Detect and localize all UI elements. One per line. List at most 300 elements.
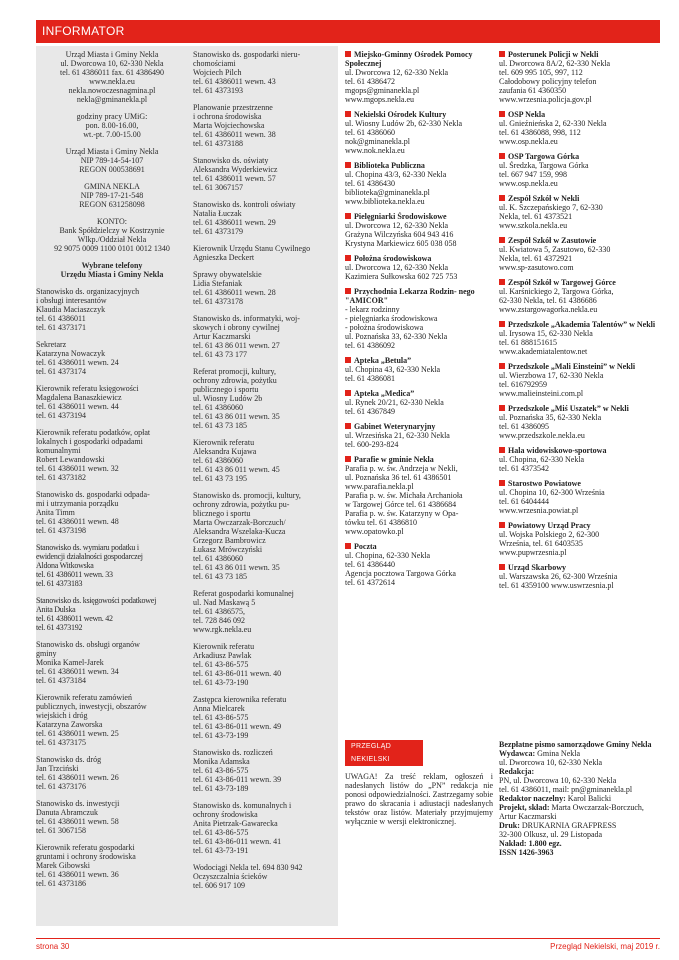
institution-line: ul. Warszawska 26, 62-300 Września bbox=[499, 572, 618, 581]
contact-line: tel. 61 4373182 bbox=[36, 473, 86, 482]
hours-line: pon. 8.00-16.00, bbox=[85, 121, 139, 130]
institution-line: ul. Dworcowa 8A/2, 62-330 Nekla bbox=[499, 59, 611, 68]
contact-line: Aleksandra Kujawa bbox=[193, 447, 257, 456]
institution-line: tel. 667 947 159, 998 bbox=[499, 170, 567, 179]
office-line: tel. 61 4386011 fax. 61 4386490 bbox=[60, 68, 164, 77]
institution-title: Gabinet Weterynaryjny bbox=[345, 422, 492, 431]
contact-line: tel. 61 4386011 wewn. 36 bbox=[36, 870, 119, 879]
contact-line: tel. 61 43-86-011 wewn. 49 bbox=[193, 722, 282, 731]
printer: Druk: DRUKARNIA GRAFPRESS bbox=[499, 821, 617, 830]
contact-line: tel. 61 4373186 bbox=[36, 879, 86, 888]
contacts-column-2 bbox=[193, 50, 338, 898]
contact-line: ul. Nad Maskawą 5 bbox=[193, 598, 256, 607]
bullet-square-icon bbox=[499, 447, 505, 453]
bullet-square-icon bbox=[345, 162, 351, 168]
contact-line: i obsługi interesantów bbox=[36, 296, 107, 305]
publisher-address: ul. Dworcowa 10, 62-330 Nekla bbox=[499, 758, 603, 767]
contact-entry bbox=[36, 384, 188, 420]
institution-line: ul. Dworcowa 12, 62-330 Nekla bbox=[345, 221, 449, 230]
institution-title: Pielęgniarki Środowiskowe bbox=[345, 212, 492, 221]
institution-line: www.parafia.nekla.pl bbox=[345, 482, 414, 491]
contact-line: ul. Wiosny Ludów 2b bbox=[193, 394, 263, 403]
bullet-square-icon bbox=[499, 195, 505, 201]
contact-line: Stanowisko ds. dróg bbox=[36, 755, 102, 764]
contact-line: Natalia Łuczak bbox=[193, 209, 242, 218]
institution-line: Nekla, tel. 61 4373521 bbox=[499, 212, 573, 221]
institution-line: www.zstargowagorka.nekla.eu bbox=[499, 305, 598, 314]
contact-line: tel. 61 4386011 wewn. 48 bbox=[36, 517, 119, 526]
contact-line: Artur Kaczmarski bbox=[193, 332, 251, 341]
contact-line: tel. 61 4373198 bbox=[36, 526, 86, 535]
institution-entry bbox=[345, 455, 492, 536]
bullet-square-icon bbox=[499, 237, 505, 243]
institution-line: ul. Dworcowa 12, 62-330 Nekla bbox=[345, 68, 449, 77]
contact-entry bbox=[193, 314, 338, 359]
contact-line: Marta Owczarzak-Borczuch/ bbox=[193, 518, 286, 527]
institution-line: Całodobowy policyjny telefon bbox=[499, 77, 597, 86]
institution-entry bbox=[345, 254, 492, 281]
section-title: INFORMATOR bbox=[42, 24, 125, 38]
contact-line: tel. 61 43-73-199 bbox=[193, 731, 249, 740]
contact-entry bbox=[193, 244, 338, 262]
contact-line: Stanowisko ds. informatyki, woj- bbox=[193, 314, 300, 323]
institution-line: ul. Karśnickiego 2, Targowa Górka, bbox=[499, 287, 614, 296]
contact-line: Stanowisko ds. obsługi organów bbox=[36, 640, 140, 649]
institution-line: tel. 616792959 bbox=[499, 380, 547, 389]
institution-line: www.malieinsteini.com.pl bbox=[499, 389, 584, 398]
institution-line: tel. 61 4386081 bbox=[345, 374, 395, 383]
office-line: www.nekla.eu bbox=[89, 77, 135, 86]
institution-line: www.osp.nekla.eu bbox=[499, 179, 558, 188]
contact-line: Sprawy obywatelskie bbox=[193, 270, 262, 279]
contact-line: tel. 61 4373193 bbox=[193, 86, 243, 95]
contact-line: ewidencji działalności gospodarczej bbox=[36, 552, 143, 561]
institution-line: www.mgops.nekla.eu bbox=[345, 95, 415, 104]
contact-line: Kierownik referatu gospodarki bbox=[36, 843, 135, 852]
bullet-square-icon bbox=[345, 543, 351, 549]
institution-entry bbox=[345, 212, 492, 248]
contact-line: tel. 61 4386011 wewn. 58 bbox=[36, 817, 119, 826]
contact-entry bbox=[193, 103, 338, 148]
contact-line: tel. 61 4386011 wewn. 57 bbox=[193, 174, 276, 183]
institution-line: Nekla, tel. 61 4372921 bbox=[499, 254, 573, 263]
contact-line: tel. 61 4386011 wewn. 26 bbox=[36, 773, 119, 782]
contact-line: tel. 61 4386011 wewn. 34 bbox=[36, 667, 119, 676]
institution-line: ul. Wiosny Ludów 2b, 62-330 Nekla bbox=[345, 119, 463, 128]
institution-entry bbox=[499, 110, 660, 146]
contact-entry bbox=[193, 156, 338, 192]
publisher-line: Wydawca: Gmina Nekla bbox=[499, 749, 581, 758]
institution-line: ul. Poznańska 36 tel. 61 4386501 bbox=[345, 473, 452, 482]
institution-entry bbox=[345, 422, 492, 449]
contact-entry bbox=[193, 200, 338, 236]
institution-line: ul. Średzka, Targowa Górka bbox=[499, 161, 589, 170]
konto-line: KONTO: bbox=[96, 217, 128, 226]
institution-line: www.sp-zasutowo.com bbox=[499, 263, 574, 272]
bullet-square-icon bbox=[345, 423, 351, 429]
contact-line: Grzegorz Bambrowicz bbox=[193, 536, 266, 545]
nip1-line: NIP 789-14-54-107 bbox=[80, 156, 144, 165]
contact-line: Robert Lewandowski bbox=[36, 455, 105, 464]
contacts-column-1 bbox=[36, 50, 188, 896]
institution-title: OSP Targowa Górka bbox=[499, 152, 660, 161]
nip-block-2 bbox=[36, 182, 188, 209]
bullet-square-icon bbox=[499, 564, 505, 570]
institution-entry bbox=[499, 50, 660, 104]
institution-line: ul. Chopina, 62-330 Nekla bbox=[499, 455, 585, 464]
institution-entry bbox=[499, 278, 660, 314]
institution-entry bbox=[345, 161, 492, 206]
institution-title: Położna środowiskowa bbox=[345, 254, 492, 263]
institution-line: w Targowej Górce tel. 61 4386684 bbox=[345, 500, 457, 509]
contact-entry bbox=[36, 543, 188, 588]
institution-title: Posterunek Policji w Nekli bbox=[499, 50, 660, 59]
institution-entry bbox=[345, 356, 492, 383]
institution-line: www.akademiatalentow.net bbox=[499, 347, 588, 356]
contact-line: Wojciech Pilch bbox=[193, 68, 242, 77]
institution-line: tel. 61 4372614 bbox=[345, 578, 395, 587]
institution-title: Przedszkole „Miś Uszatek” w Nekli bbox=[499, 404, 660, 413]
contact-line: publicznych, inwestycji, obszarów bbox=[36, 702, 147, 711]
institution-line: www.wrzesnia.policja.gov.pl bbox=[499, 95, 592, 104]
contact-line: Stanowisko ds. organizacyjnych bbox=[36, 287, 140, 296]
editor-in-chief: Redaktor naczelny: Karol Balicki bbox=[499, 794, 612, 803]
institutions-column-2 bbox=[499, 50, 660, 596]
contact-entry bbox=[36, 755, 188, 791]
institution-line: Września, tel. 61 6403535 bbox=[499, 539, 583, 548]
bullet-square-icon bbox=[345, 213, 351, 219]
bullet-square-icon bbox=[499, 111, 505, 117]
bullet-square-icon bbox=[499, 321, 505, 327]
bullet-square-icon bbox=[345, 288, 351, 294]
contact-line: tel. 61 4373184 bbox=[36, 676, 86, 685]
office-line: nekla.nowoczesnagmina.pl bbox=[68, 86, 156, 95]
institution-title: Starostwo Powiatowe bbox=[499, 479, 660, 488]
contact-line: komunalnymi bbox=[36, 446, 81, 455]
contact-entry bbox=[36, 640, 188, 685]
printer-address: 32-300 Olkusz, ul. 29 Listopada bbox=[499, 830, 603, 839]
institution-line: ul. Dworcowa 12, 62-330 Nekla bbox=[345, 263, 449, 272]
contact-line: tel. 61 4373188 bbox=[193, 139, 243, 148]
institution-title: Miejsko-Gminny Ośrodek Pomocy Społecznej bbox=[345, 50, 473, 68]
contact-entry bbox=[193, 367, 338, 430]
contact-line: tel. 61 43-86-575 bbox=[193, 828, 249, 837]
institution-line: ul. Wojska Polskiego 2, 62-300 bbox=[499, 530, 600, 539]
bullet-square-icon bbox=[499, 522, 505, 528]
contact-line: Marek Gibowski bbox=[36, 861, 90, 870]
contact-line: Katarzyna Nowaczyk bbox=[36, 349, 106, 358]
institution-line: ul. Kwiatowa 5, Zasutowo, 62-330 bbox=[499, 245, 611, 254]
nip-block-1 bbox=[36, 147, 188, 174]
institution-line: www.wrzesnia.powiat.pl bbox=[499, 506, 579, 515]
magazine-tag: PRZEGLĄD NEKIELSKI bbox=[345, 740, 423, 766]
masthead bbox=[499, 740, 660, 857]
contact-entry bbox=[193, 438, 338, 483]
contact-line: Danuta Abramczuk bbox=[36, 808, 98, 817]
contact-line: Kierownik referatu zamówień bbox=[36, 693, 132, 702]
institution-line: tel. 61 4386430 bbox=[345, 179, 395, 188]
contact-line: tel. 61 4386011 wewn. 42 bbox=[36, 614, 113, 623]
contact-line: tel. 606 917 109 bbox=[193, 881, 245, 890]
phones-title-line: Urzędu Miasta i Gminy Nekla bbox=[60, 270, 164, 279]
bullet-square-icon bbox=[345, 111, 351, 117]
section-header bbox=[36, 20, 660, 43]
institution-line: www.osp.nekla.eu bbox=[499, 137, 558, 146]
contact-line: tel. 61 4373176 bbox=[36, 782, 86, 791]
institution-line: ul. Wrzesińska 21, 62-330 Nekla bbox=[345, 431, 450, 440]
contact-line: tel. 61 4386011 wewn. 38 bbox=[193, 130, 276, 139]
contact-entry bbox=[193, 50, 338, 95]
contact-line: tel. 61 4386011 bbox=[36, 314, 86, 323]
institution-line: biblioteka@gminanekla.pl bbox=[345, 188, 430, 197]
bullet-square-icon bbox=[499, 51, 505, 57]
institution-line: ul. Chopina 43, 62-330 Nekla bbox=[345, 365, 441, 374]
contact-line: Planowanie przestrzenne bbox=[193, 103, 273, 112]
institution-entry bbox=[345, 50, 492, 104]
contact-line: tel. 61 43-86-575 bbox=[193, 713, 249, 722]
contact-line: tel. 61 4373179 bbox=[193, 227, 243, 236]
contact-line: Anita Dulska bbox=[36, 605, 76, 614]
bullet-square-icon bbox=[345, 51, 351, 57]
contact-line: tel. 61 4386060 bbox=[193, 554, 243, 563]
phones-title-line: Wybrane telefony bbox=[81, 261, 143, 270]
contact-line: Lidia Stefaniak bbox=[193, 279, 243, 288]
contact-entry bbox=[193, 491, 338, 581]
institution-line: ul. K. Szczepańskiego 7, 62-330 bbox=[499, 203, 603, 212]
institution-line: Agencja pocztowa Targowa Górka bbox=[345, 569, 456, 578]
institution-line: ul. Chopina, 62-330 Nekla bbox=[345, 551, 431, 560]
institution-line: www.biblioteka.nekla.eu bbox=[345, 197, 425, 206]
institution-line: tel. 61 4386060 bbox=[345, 128, 395, 137]
office-line: nekla@gminanekla.pl bbox=[76, 95, 148, 104]
institution-line: www.przedszkole.nekla.eu bbox=[499, 431, 585, 440]
institution-title: Nekielski Ośrodek Kultury bbox=[345, 110, 492, 119]
footer-rule bbox=[36, 938, 660, 939]
contact-line: tel. 61 43-86-575 bbox=[193, 660, 249, 669]
contact-entry bbox=[36, 799, 188, 835]
contact-line: Kierownik Urzędu Stanu Cywilnego bbox=[193, 244, 311, 253]
institution-line: tel. 61 888151615 bbox=[499, 338, 557, 347]
contact-entry bbox=[193, 863, 338, 890]
contact-entry bbox=[193, 695, 338, 740]
contact-line: chomościami bbox=[193, 59, 236, 68]
institution-line: - pielęgniarka środowiskowa bbox=[345, 314, 438, 323]
phones-heading bbox=[36, 261, 188, 279]
editorial-label: Redakcja: bbox=[499, 767, 535, 776]
institution-line: ul. Irysowa 15, 62-330 Nekla bbox=[499, 329, 593, 338]
contact-entry bbox=[36, 843, 188, 888]
contact-line: tel. 61 4386011 wewn. 43 bbox=[193, 77, 276, 86]
contact-line: tel. 61 4373192 bbox=[36, 623, 83, 632]
contact-line: tel. 61 4386060 bbox=[193, 403, 243, 412]
institution-line: ul. Poznańska 35, 62-330 Nekla bbox=[499, 413, 602, 422]
contact-line: Kierownik referatu księgowości bbox=[36, 384, 139, 393]
institution-title: Zespół Szkół w Targowej Górce bbox=[499, 278, 660, 287]
contact-line: Stanowisko ds. inwestycji bbox=[36, 799, 120, 808]
contact-line: Stanowisko ds. rozliczeń bbox=[193, 748, 273, 757]
institution-line: tel. 61 4386088, 998, 112 bbox=[499, 128, 581, 137]
contact-line: Stanowisko ds. wymiaru podatku i bbox=[36, 543, 139, 552]
contact-list-2 bbox=[193, 50, 338, 890]
institution-title: Apteka „Medica” bbox=[345, 389, 492, 398]
contact-line: Kierownik referatu bbox=[193, 642, 255, 651]
contact-line: Kierownik referatu bbox=[193, 438, 255, 447]
contact-line: tel. 61 43 73 185 bbox=[193, 572, 247, 581]
contact-line: tel. 61 3067158 bbox=[36, 826, 86, 835]
contact-line: Kierownik referatu podatków, opłat bbox=[36, 428, 151, 437]
contact-line: tel. 61 4386011 wewn. 44 bbox=[36, 402, 119, 411]
contact-line: tel. 61 4373175 bbox=[36, 738, 86, 747]
nip2-line: GMINA NEKLA bbox=[84, 182, 140, 191]
contact-line: tel. 61 43-86-011 wewn. 41 bbox=[193, 837, 282, 846]
konto-line: Bank Spółdzielczy w Kostrzynie bbox=[59, 226, 165, 235]
hours-line: godziny pracy UMiG: bbox=[76, 112, 148, 121]
institution-line: tel. 61 4359100 www.uswrzesnia.pl bbox=[499, 581, 614, 590]
contact-line: tel. 61 4386011 wewn. 32 bbox=[36, 464, 119, 473]
contact-line: tel. 61 43 73 185 bbox=[193, 421, 247, 430]
contact-line: tel. 61 43 73 177 bbox=[193, 350, 247, 359]
editorial-address: PN, ul. Dworcowa 10, 62-330 Nekla bbox=[499, 776, 617, 785]
institution-title: Zespół Szkół w Nekli bbox=[499, 194, 660, 203]
contact-line: Katarzyna Zaworska bbox=[36, 720, 103, 729]
institution-line: ul. Chopina 43/3, 62-330 Nekla bbox=[345, 170, 447, 179]
konto-line: Wlkp./Oddział Nekla bbox=[77, 235, 147, 244]
contact-line: www.rgk.nekla.eu bbox=[193, 625, 252, 634]
institution-line: Krystyna Markiewicz 605 038 058 bbox=[345, 239, 457, 248]
bullet-square-icon bbox=[499, 480, 505, 486]
institution-line: - położna środowiskowa bbox=[345, 323, 424, 332]
bullet-square-icon bbox=[345, 456, 351, 462]
issn: ISSN 1426-3963 bbox=[499, 848, 554, 857]
contact-line: blicznego i sportu bbox=[193, 509, 251, 518]
contact-entry bbox=[193, 748, 338, 793]
institution-title: Zespół Szkół w Zasutowie bbox=[499, 236, 660, 245]
contact-entry bbox=[193, 270, 338, 306]
contact-line: tel. 61 4386011 wewn. 33 bbox=[36, 570, 113, 579]
contact-line: tel. 61 43-73-190 bbox=[193, 678, 249, 687]
contact-line: Wodociągi Nekla tel. 694 830 942 bbox=[193, 863, 303, 872]
contact-line: Stanowisko ds. gospodarki nieru- bbox=[193, 50, 301, 59]
contact-line: tel. 61 43-86-011 wewn. 40 bbox=[193, 669, 282, 678]
nip2-line: NIP 789-17-21-548 bbox=[80, 191, 144, 200]
bullet-square-icon bbox=[345, 255, 351, 261]
institution-line: zaufania 61 4360350 bbox=[499, 86, 567, 95]
contact-line: Agnieszka Deckert bbox=[193, 253, 255, 262]
institution-line: Parafia p. w. św. Katarzyny w Opa- bbox=[345, 509, 459, 518]
contact-line: Stanowisko ds. oświaty bbox=[193, 156, 269, 165]
issue-label: Przegląd Nekielski, maj 2019 r. bbox=[550, 942, 660, 951]
contact-line: tel. 61 43-86-575 bbox=[193, 766, 249, 775]
hours-block bbox=[36, 112, 188, 139]
institution-title: Urząd Skarbowy bbox=[499, 563, 660, 572]
contact-entry bbox=[193, 589, 338, 634]
contact-entry bbox=[193, 642, 338, 687]
institution-title: Przedszkole „Akademia Talentów” w Nekli bbox=[499, 320, 660, 329]
institution-entry bbox=[345, 287, 492, 350]
contact-line: Stanowisko ds. promocji, kultury, bbox=[193, 491, 301, 500]
editorial-contact: tel. 61 4386011, mail: pn@gminanekla.pl bbox=[499, 785, 633, 794]
masthead-title: Bezpłatne pismo samorządowe Gminy Nekla bbox=[499, 740, 652, 749]
institution-line: Grażyna Wilczyńska 604 943 416 bbox=[345, 230, 454, 239]
contact-line: lokalnych i gospodarki odpadami bbox=[36, 437, 143, 446]
contact-line: tel. 61 4373183 bbox=[36, 579, 83, 588]
contact-line: Aleksandra Wszelaka-Kucza bbox=[193, 527, 286, 536]
contact-line: tel. 61 43 86 011 wewn. 35 bbox=[193, 563, 280, 572]
institution-line: ul. Gnieźnieńska 2, 62-330 Nekla bbox=[499, 119, 607, 128]
account-block bbox=[36, 217, 188, 253]
contact-line: tel. 61 43-86-011 wewn. 39 bbox=[193, 775, 282, 784]
contact-line: Stanowisko ds. kontroli oświaty bbox=[193, 200, 296, 209]
contact-line: tel. 728 846 092 bbox=[193, 616, 245, 625]
contact-line: Magdalena Banaszkiewicz bbox=[36, 393, 122, 402]
contact-line: Łukasz Mrówczyński bbox=[193, 545, 263, 554]
institution-entry bbox=[345, 542, 492, 587]
contact-line: gruntami i ochrony środowiska bbox=[36, 852, 136, 861]
institution-line: tel. 609 995 105, 997, 112 bbox=[499, 68, 583, 77]
institution-line: Parafia p. w. św. Andrzeja w Nekli, bbox=[345, 464, 458, 473]
institution-line: tel. 61 4367849 bbox=[345, 407, 395, 416]
institution-title: Hala widowiskowo-sportowa bbox=[499, 446, 660, 455]
page-number: strona 30 bbox=[36, 942, 70, 951]
institution-line: www.pupwrzesnia.pl bbox=[499, 548, 567, 557]
contact-line: tel. 61 4386575, bbox=[193, 607, 245, 616]
institution-entry bbox=[345, 389, 492, 416]
contact-line: tel. 61 3067157 bbox=[193, 183, 243, 192]
design-credit: Projekt, skład: Marta Owczarzak-Borczuch, bbox=[499, 803, 644, 812]
contact-line: tel. 61 43 86 011 wewn. 35 bbox=[193, 412, 280, 421]
contact-line: Aleksandra Wyderkiewicz bbox=[193, 165, 278, 174]
contact-entry bbox=[193, 801, 338, 855]
institution-line: ul. Poznańska 33, 62-330 Nekla bbox=[345, 332, 448, 341]
institution-title: Apteka „Betula” bbox=[345, 356, 492, 365]
contact-line: tel. 61 4386011 wewn. 25 bbox=[36, 729, 119, 738]
contact-line: Stanowisko ds. gospodarki odpada- bbox=[36, 490, 150, 499]
office-line: Urząd Miasta i Gminy Nekla bbox=[65, 50, 159, 59]
contact-line: skowych i obrony cywilnej bbox=[193, 323, 280, 332]
institution-line: ul. Chopina 10, 62-300 Września bbox=[499, 488, 605, 497]
bullet-square-icon bbox=[345, 357, 351, 363]
contact-line: tel. 61 4386011 wewn. 24 bbox=[36, 358, 119, 367]
contact-line: Referat promocji, kultury, bbox=[193, 367, 277, 376]
contact-line: Anna Mielcarek bbox=[193, 704, 245, 713]
contact-list-1 bbox=[36, 287, 188, 888]
institution-line: tel. 61 6404444 bbox=[499, 497, 549, 506]
institution-title: Przedszkole „Mali Einsteini” w Nekli bbox=[499, 362, 660, 371]
contact-line: tel. 61 4386011 wewn. 28 bbox=[193, 288, 276, 297]
institution-entry bbox=[345, 110, 492, 155]
institution-title: Biblioteka Publiczna bbox=[345, 161, 492, 170]
contact-line: gminy bbox=[36, 649, 57, 658]
institution-line: tel. 600-293-824 bbox=[345, 440, 399, 449]
institution-line: tel. 61 4386092 bbox=[345, 341, 395, 350]
contact-line: tel. 61 4386060 bbox=[193, 456, 243, 465]
bullet-square-icon bbox=[345, 390, 351, 396]
bullet-square-icon bbox=[499, 279, 505, 285]
office-block bbox=[36, 50, 188, 104]
institution-title: Poczta bbox=[345, 542, 492, 551]
contact-line: tel. 61 43-73-191 bbox=[193, 846, 249, 855]
institution-entry bbox=[499, 320, 660, 356]
contact-line: mi i utrzymania porządku bbox=[36, 499, 119, 508]
contact-line: wiejskich i dróg bbox=[36, 711, 88, 720]
contact-line: tel. 61 43 86 011 wewn. 27 bbox=[193, 341, 280, 350]
institution-title: OSP Nekla bbox=[499, 110, 660, 119]
institution-line: tel. 61 4373542 bbox=[499, 464, 549, 473]
contact-line: tel. 61 4373178 bbox=[193, 297, 243, 306]
nip1-line: Urząd Miasta i Gminy Nekla bbox=[65, 147, 159, 156]
contact-line: Marta Wojciechowska bbox=[193, 121, 265, 130]
institution-entry bbox=[499, 152, 660, 188]
